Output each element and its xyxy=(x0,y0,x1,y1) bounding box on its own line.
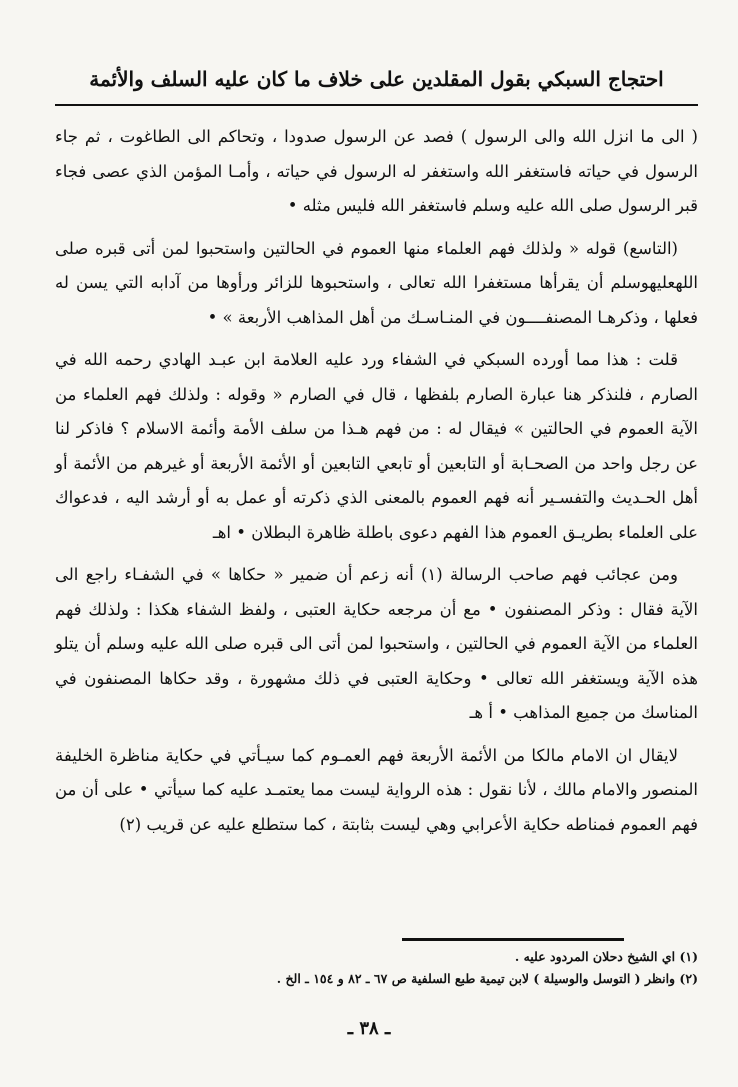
paragraph: ومن عجائب فهم صاحب الرسالة (١) أنه زعم أن ضمير « حكاها » في الشفـاء راجع الى الآية فقال : وذكر المصنفون • مع أن مرجعه حكاية العتبى ، ولفظ الشفاء هكذا : ولذلك فهم العلماء من الآية العموم في الحالتين ، واستحبوا لمن أتى الى قبره صلى الله عليه وسلم أن يتلو هذه الآية ويستغفر الله تعالى • وحكاية العتبى في ذلك مشهورة ، وقد حكاها المصنفون في المناسك من جميع المذاهب • أ هـ xyxy=(55,565,698,722)
footnotes xyxy=(55,946,698,990)
page-number: ـ ٣٨ ـ xyxy=(347,1018,391,1039)
footnote: (١) اي الشيخ دحلان المردود عليه . xyxy=(514,949,698,964)
footnote-rule xyxy=(402,938,624,941)
paragraph: ( الى ما انزل الله والى الرسول ) فصد عن الرسول صدودا ، وتحاكم الى الطاغوت ، ثم جاء الرسول في حياته فاستغفر الله واستغفر له الرسول في حياته ، وأمـا المؤمن الذي عصى فجاء قبر الرسول صلى الله عليه وسلم فاستغفر الله فليس مثله • xyxy=(55,127,698,215)
footnote: (٢) وانظر ( التوسل والوسيلة ) لابن تيمية طبع السلفية ص ٦٧ ـ ٨٢ و ١٥٤ ـ الخ . xyxy=(276,971,698,986)
paragraph: (التاسع) قوله « ولذلك فهم العلماء منها العموم في الحالتين واستحبوا لمن أتى قبره صلى اللهعليهوسلم أن يقرأها مستغفرا الله تعالى ، واستحبوها للزائر ورأوها من آدابه التي يسن له فعلها ، وذكرهـا المصنفــــون في المنـاسـك من أهل المذاهب الأربعة » • xyxy=(55,238,698,327)
running-header: احتجاج السبكي بقول المقلدين على خلاف ما كان عليه السلف والأئمة xyxy=(89,67,664,91)
paragraph: لايقال ان الامام مالكا من الأئمة الأربعة فهم العمـوم كما سيـأتي في حكاية مناظرة الخليفة المنصور والامام مالك ، لأنا نقول : هذه الرواية ليست مما يعتمـد عليه كما سيأتي • على أن من فهم العموم فمناطه حكاية الأعرابي وهي ليست بثابتة ، كما ستطلع عليه عن قريب (٢) xyxy=(55,745,698,834)
paragraph: قلت : هذا مما أورده السبكي في الشفاء ورد عليه العلامة ابن عبـد الهادي رحمه الله في الصارم ، فلنذكر هنا عبارة الصارم بلفظها ، قال في الصارم « وقوله : ولذلك فهم العلماء من الآية العموم في الحالتين » فيقال له : من فهم هـذا من سلف الأمة وأئمة الاسلام ؟ فاذكر لنا عن رجل واحد من الصحـابة أو التابعين أو تابعي التابعين أو الأئمة الأربعة أو غيرهم من الأئمة أو أهل الحـديث والتفسـير أنه فهم العموم بالمعنى الذي ذكرته أو عمل به أو أرشد اليه ، فدعواك على العلماء بطريـق العموم هذا الفهم دعوى باطلة ظاهرة البطلان • اهـ xyxy=(55,350,698,542)
page-body xyxy=(55,120,698,850)
header-rule xyxy=(55,104,698,106)
